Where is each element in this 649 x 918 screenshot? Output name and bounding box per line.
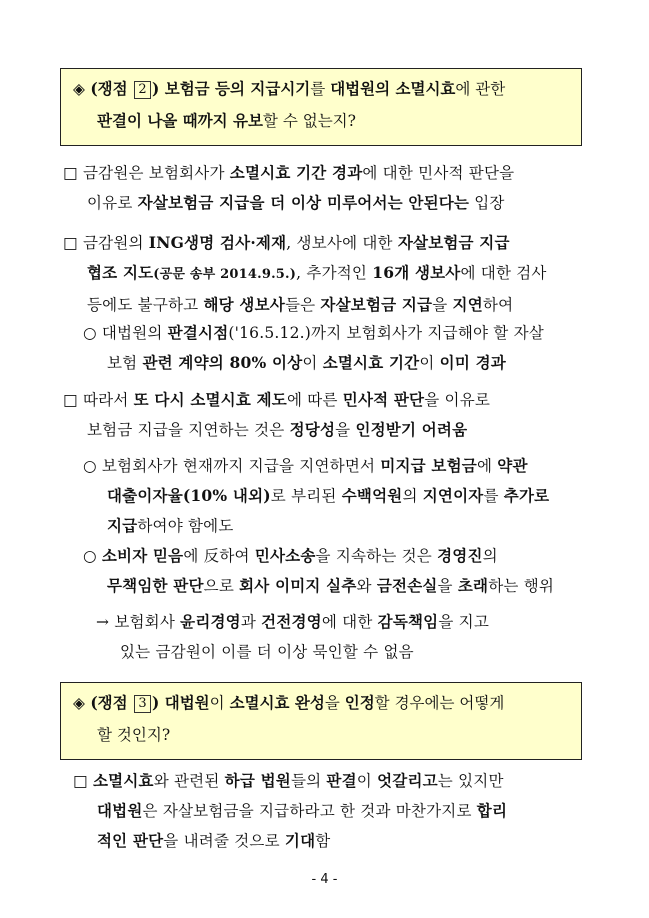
paragraph-4	[63, 385, 490, 445]
text: 16개 생보사	[372, 263, 461, 282]
text: 이	[419, 354, 440, 372]
text: 기대	[284, 831, 316, 850]
text: 초래	[457, 576, 489, 595]
p2-line-3	[63, 290, 547, 320]
paragraph-7	[96, 607, 489, 667]
text: 에 대한	[321, 613, 378, 631]
text: , 추가적인	[296, 264, 373, 282]
p1-line-2	[63, 188, 514, 218]
p6-line-1	[83, 541, 554, 571]
text: 이유로	[87, 194, 138, 212]
text: 에 관한	[455, 80, 506, 98]
text: 지연이자	[422, 486, 484, 505]
text: □ 따라서	[63, 391, 134, 409]
text: 이	[209, 694, 230, 712]
text: 는 있지만	[437, 772, 504, 790]
text: 을 지고	[438, 613, 489, 631]
text: 미지급 보험금	[380, 456, 477, 475]
text: 소비자 믿음	[101, 546, 184, 565]
text: 하급 법원	[224, 771, 291, 790]
text: 이	[356, 772, 378, 790]
text: 대법원	[164, 693, 210, 712]
text: 소멸시효 완성	[229, 693, 325, 712]
paragraph-5	[83, 451, 549, 541]
text: □ 금감원의	[63, 234, 149, 252]
text: 윤리경영	[180, 612, 241, 631]
p7-line-1	[96, 607, 489, 637]
text: ○ 보험회사가 현재까지 지급을 지연하면서	[83, 457, 381, 475]
text: 들은	[284, 296, 321, 314]
text: 건전경영	[261, 612, 322, 631]
issue-label: ◈ (쟁점	[73, 693, 133, 712]
page-number: - 4 -	[311, 872, 338, 887]
text: 와	[356, 577, 377, 595]
text: 하여야 함에도	[137, 517, 234, 535]
p7-line-2	[96, 637, 489, 667]
text: 합리	[476, 801, 508, 820]
paragraph-3	[83, 318, 544, 378]
p5-line-3	[83, 511, 549, 541]
text: 또 다시 소멸시효 제도	[133, 390, 287, 409]
text: 지연	[452, 295, 483, 314]
text: 금전손실	[376, 576, 438, 595]
text: 을 내려줄 것으로	[163, 832, 285, 850]
issue-3-line-2	[73, 719, 569, 751]
text: 경영진	[437, 546, 483, 565]
issue-label: ◈ (쟁점	[73, 79, 133, 98]
text: 이미 경과	[439, 353, 506, 372]
p3-line-2	[83, 348, 544, 378]
text: 할 것인지?	[97, 726, 171, 744]
text: 을	[324, 694, 345, 712]
issue-number-badge: 3	[134, 695, 151, 713]
text: 와 관련된	[153, 772, 225, 790]
p4-line-2	[63, 415, 490, 445]
text: 관련 계약의 80% 이상	[142, 353, 303, 372]
text: ) 보험금 등의	[152, 79, 251, 98]
text: 은 자살보험금을 지급하라고 한 것과 마찬가지로	[142, 802, 477, 820]
text: 지급	[107, 516, 138, 535]
issue-2-line-2	[73, 105, 569, 137]
issue-box-2	[60, 68, 582, 146]
text: 인정	[344, 693, 375, 712]
text: 으로	[203, 577, 240, 595]
text: 자살보험금 지급	[320, 295, 433, 314]
p5-line-2	[83, 481, 549, 511]
text: 민사적 판단	[342, 390, 425, 409]
text: 에 反하여	[183, 547, 255, 565]
text: 인정받기 어려움	[355, 420, 468, 439]
text: 의	[482, 547, 498, 565]
text: 로 부리된	[270, 487, 342, 505]
text: 대출이자율(10% 내외)	[107, 486, 271, 505]
text: 판결이 나올 때까지 유보	[97, 111, 263, 130]
text: 과	[240, 613, 262, 631]
p2-line-1	[63, 228, 547, 258]
text: 적인 판단	[97, 831, 164, 850]
text: 을 이유로	[424, 391, 491, 409]
p2-line-2	[63, 258, 547, 290]
text: 판결시점	[167, 323, 229, 342]
text: 보험금 지급을 지연하는 것은	[87, 421, 290, 439]
text: □	[73, 772, 93, 790]
text: 소멸시효	[92, 771, 154, 790]
p4-line-1	[63, 385, 490, 415]
text: 등에도 불구하고	[87, 296, 204, 314]
text: )	[152, 693, 165, 712]
text: 을	[437, 577, 458, 595]
p5-line-1	[83, 451, 549, 481]
p8-line-1	[73, 766, 507, 796]
issue-3-line-1	[73, 687, 569, 719]
text: ○ 대법원의	[83, 324, 168, 342]
text: 을	[335, 421, 356, 439]
text: 정당성	[289, 420, 336, 439]
text: 들의	[290, 772, 327, 790]
text: 소멸시효 기간	[322, 353, 420, 372]
text: 자살보험금 지급을 더 이상 미루어서는 안된다는	[137, 193, 470, 212]
text: → 보험회사	[96, 613, 181, 631]
text: 함	[315, 832, 331, 850]
paragraph-6	[83, 541, 554, 601]
text: 에 따른	[286, 391, 343, 409]
text: 엇갈리고	[377, 771, 438, 790]
text: 를	[483, 487, 504, 505]
text: 을	[432, 296, 453, 314]
text: 하는 행위	[488, 577, 555, 595]
text: □ 금감원은 보험회사가	[63, 164, 230, 182]
paragraph-8	[73, 766, 507, 856]
text: (공문 송부 2014.9.5.)	[153, 267, 297, 282]
text: 판결	[326, 771, 357, 790]
text: 할 수 없는지?	[262, 112, 356, 130]
text: 이	[302, 354, 323, 372]
text: , 생보사에 대한	[286, 234, 398, 252]
paragraph-2	[63, 228, 547, 320]
issue-2-line-1	[73, 73, 569, 105]
p3-line-1	[83, 318, 544, 348]
text: 감독책임	[377, 612, 439, 631]
text: 지급시기	[250, 79, 311, 98]
text: 자살보험금 지급	[397, 233, 510, 252]
text: 협조 지도	[87, 263, 154, 282]
text: 회사 이미지 실추	[239, 576, 357, 595]
issue-box-3	[60, 682, 582, 760]
paragraph-1	[63, 158, 514, 218]
text: 있는 금감원이 이를 더 이상 묵인할 수 없음	[120, 643, 414, 661]
text: 대법원	[97, 801, 143, 820]
text: 하여	[482, 296, 514, 314]
text: 의	[402, 487, 423, 505]
text: 를	[310, 80, 331, 98]
text: 에 대한 민사적 판단을	[362, 164, 515, 182]
text: 소멸시효 기간 경과	[229, 163, 363, 182]
p6-line-2	[83, 571, 554, 601]
p1-line-1	[63, 158, 514, 188]
text: 민사소송	[254, 546, 316, 565]
text: 할 경우에는 어떻게	[374, 694, 505, 712]
p8-line-3	[73, 826, 507, 856]
text: 입장	[469, 194, 505, 212]
issue-number-badge: 2	[134, 81, 151, 99]
text: 약관	[497, 456, 528, 475]
text: 추가로	[503, 486, 550, 505]
text: ING생명 검사·제재	[148, 233, 287, 252]
text: 대법원의 소멸시효	[330, 79, 456, 98]
text: 을 지속하는 것은	[315, 547, 438, 565]
text: 해당 생보사	[203, 295, 285, 314]
p8-line-2	[73, 796, 507, 826]
text: 무책임한 판단	[107, 576, 204, 595]
text: ○	[83, 547, 102, 565]
text: 수백억원	[341, 486, 403, 505]
text: 에 대한 검사	[460, 264, 547, 282]
text: ('16.5.12.)까지 보험회사가 지급해야 할 자살	[228, 324, 544, 342]
text: 에	[476, 457, 498, 475]
text: 보험	[107, 354, 143, 372]
